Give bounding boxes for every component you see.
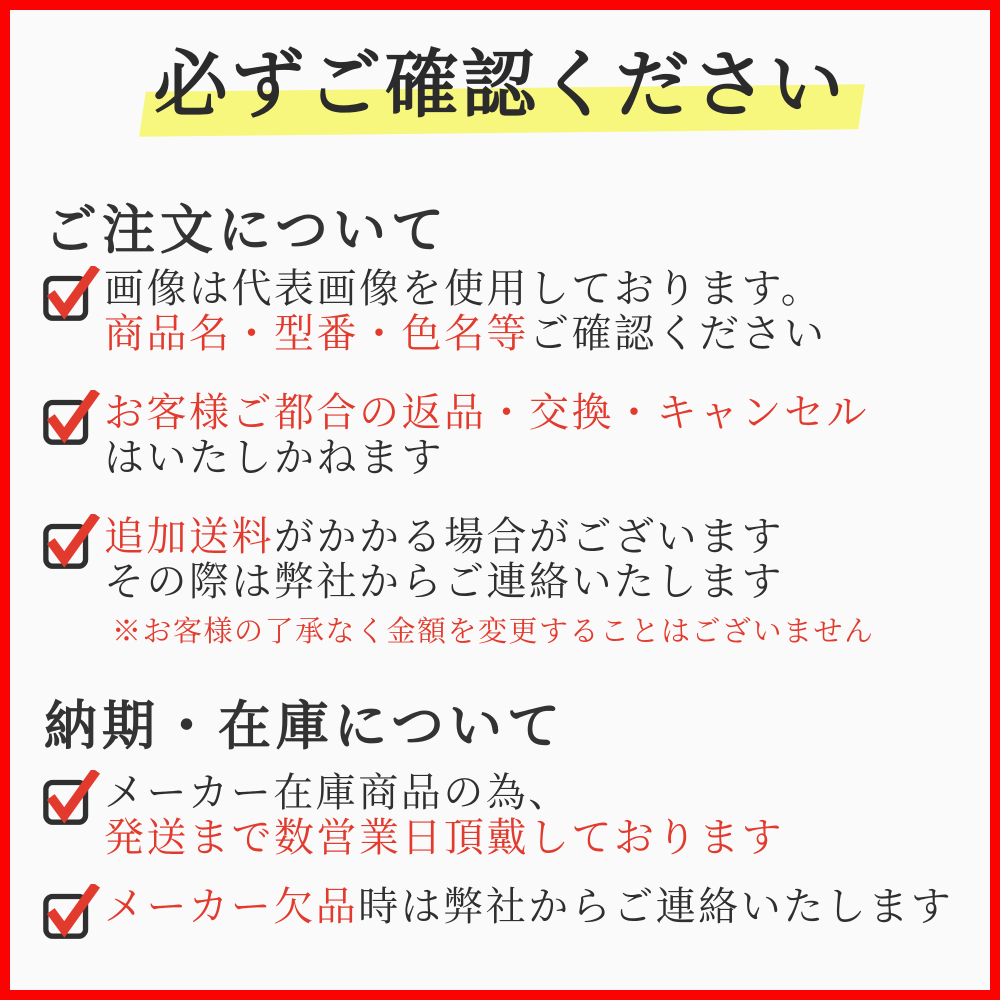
checked-checkbox-icon bbox=[42, 514, 102, 570]
item-line: 発送まで数営業日頂戴しております bbox=[104, 815, 784, 860]
checked-checkbox-icon bbox=[42, 266, 102, 322]
item-line: その際は弊社からご連絡いたします bbox=[104, 559, 784, 604]
item-line: はいたしかねます bbox=[104, 435, 444, 480]
checklist-item bbox=[42, 266, 827, 356]
checklist-item bbox=[42, 390, 869, 480]
checklist-item bbox=[42, 770, 784, 860]
title-block bbox=[0, 36, 1000, 146]
checked-checkbox-icon bbox=[42, 390, 102, 446]
section-heading-orders: ご注文について bbox=[44, 202, 449, 260]
item-text bbox=[104, 266, 827, 356]
checklist-item bbox=[42, 884, 953, 940]
item-text bbox=[104, 514, 875, 650]
item-text bbox=[104, 770, 784, 860]
item-line: メーカー在庫商品の為、 bbox=[104, 770, 571, 815]
checked-checkbox-icon bbox=[42, 884, 102, 940]
item-line: 商品名・型番・色名等ご確認ください bbox=[104, 311, 827, 356]
item-text bbox=[104, 390, 869, 480]
item-line: メーカー欠品時は弊社からご連絡いたします bbox=[104, 884, 954, 929]
checklist-item bbox=[42, 514, 875, 650]
item-line: 画像は代表画像を使用しております。 bbox=[104, 266, 824, 311]
item-line: 追加送料がかかる場合がございます bbox=[104, 514, 784, 559]
item-text bbox=[104, 884, 953, 929]
item-note: ※お客様の了承なく金額を変更することはございません bbox=[112, 616, 875, 648]
page-title: 必ずご確認ください bbox=[153, 45, 847, 127]
checked-checkbox-icon bbox=[42, 770, 102, 826]
item-line: お客様ご都合の返品・交換・キャンセル bbox=[104, 390, 869, 435]
section-heading-delivery-stock: 納期・在庫について bbox=[44, 698, 565, 756]
